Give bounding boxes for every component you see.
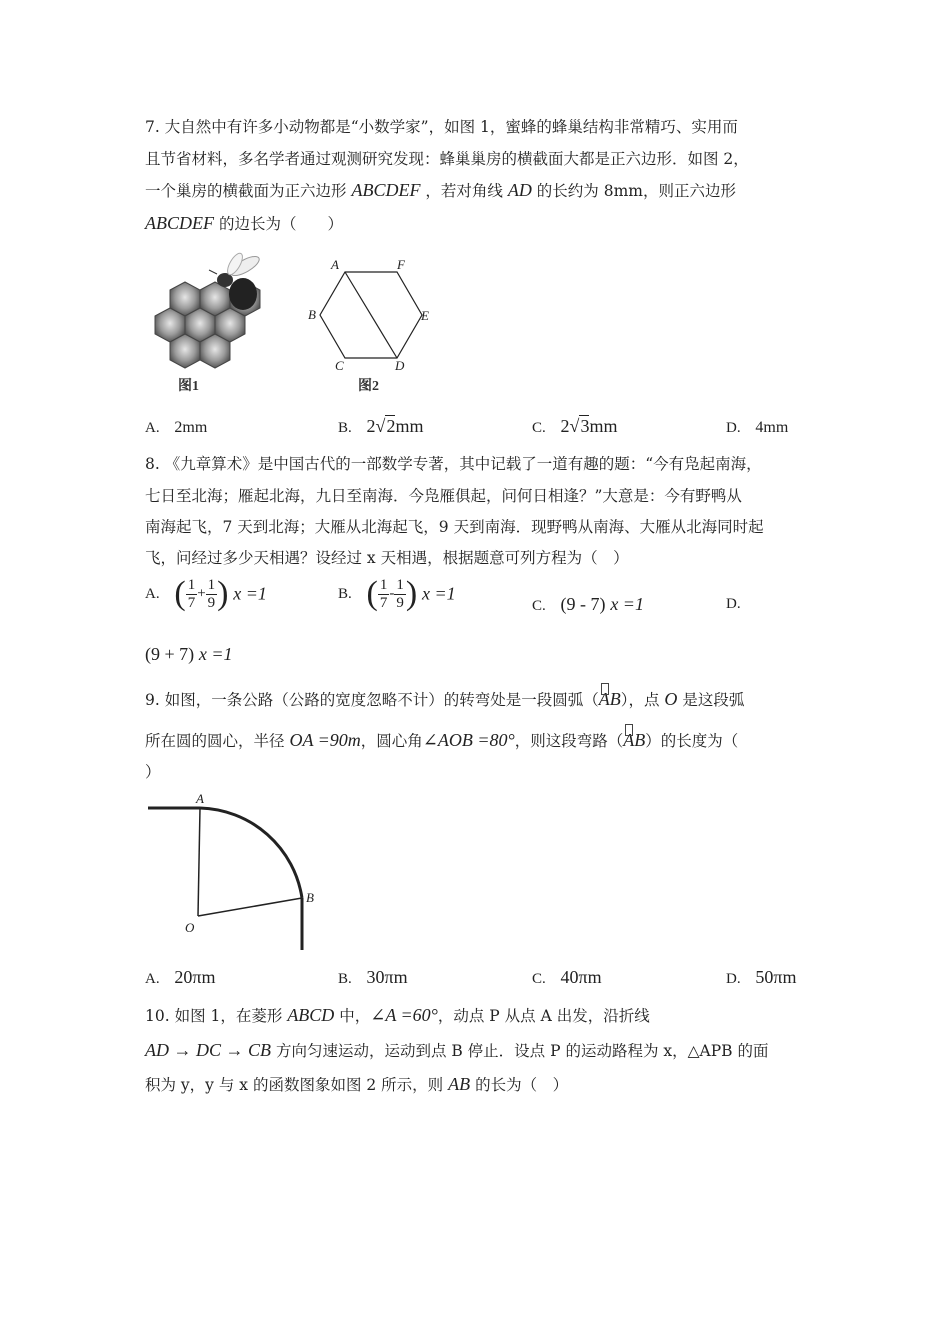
q7-line-1: 7. 大自然中有许多小动物都是“小数学家”，如图 1，蜜蜂的蜂巢结构非常精巧、实用而 [145,118,738,136]
equation-tail: x =1 [233,583,267,604]
option-value: 4mm [755,419,789,436]
hex-label-c: C [335,358,344,373]
equation-tail: x =1 [198,644,233,664]
q10-text-f: 的长为（ ） [475,1076,569,1094]
q9-text-g: ）的长度为（ [645,732,739,750]
q9-line-1 [145,689,744,710]
radius-ob [198,898,302,916]
q7-text-c: 的长约为 8mm，则正六边形 [536,182,736,200]
option-label: B. [338,586,352,602]
option-label: C. [532,420,546,436]
option-value: 2√3mm [560,416,618,436]
q10-path: AD → DC → CB [145,1040,271,1060]
option-value: 40πm [560,967,602,987]
q10-line-2 [145,1040,769,1061]
q9-option-c[interactable] [532,967,602,988]
q7-option-a[interactable] [145,418,207,437]
q7-figure-2-hexagon [300,252,440,397]
q7-figure-1-honeycomb [145,252,275,397]
option-label: C. [532,971,546,987]
q8-line-2: 七日至北海；雁起北海，九日至南海．今凫雁俱起，问何日相逢？”大意是：今有野鸭从 [145,487,742,505]
diagonal-ad [345,272,397,358]
option-value: 50πm [755,967,797,987]
q7-hex-name-2: ABCDEF [145,213,214,233]
q7-hex-name: ABCDEF [351,180,421,200]
q7-fig2-caption: 图2 [358,379,379,394]
q7-line-2: 且节省材料，多名学者通过观测研究发现：蜂巢巢房的横截面大都是正六边形．如图 2， [145,150,749,168]
q7-line-4 [145,213,343,234]
q9-figure-road [145,790,335,955]
q8-line-4: 飞，问经过多少天相遇？设经过 x 天相遇，根据题意可列方程为（ ） [145,549,629,567]
option-label: A. [145,586,160,602]
option-label: B. [338,971,352,987]
q10-line-3 [145,1074,568,1095]
hex-label-f: F [397,257,405,272]
q9-option-b[interactable] [338,967,408,988]
q7-diagonal: AD [507,180,532,200]
q10-text-c: ，动点 P 从点 A 出发，沿折线 [437,1007,650,1025]
q9-text-f: ，则这段弯路（ [514,732,624,750]
option-label: D. [726,971,741,987]
q9-text-b: ），点 [620,691,660,709]
q10-ab: AB [448,1074,471,1094]
q10-rhombus: ABCD [287,1005,335,1025]
q8-line-3: 南海起飞，7 天到北海；大雁从北海起飞，9 天到南海．现野鸭从南海、大雁从北海同时起 [145,518,764,536]
equation-tail: x =1 [421,583,456,604]
q8-line-1: 8. 《九章算术》是中国古代的一部数学专著，其中记载了一道有趣的题：“今有凫起南海， [145,455,762,473]
q7-option-b[interactable] [338,416,423,437]
fraction-1-9: $\frac{1}{9}$ [396,576,404,611]
q10-line-1 [145,1005,650,1026]
q8-option-a[interactable]: A. ( $\frac{1}{7}$ + $\frac{1}{9}$ ) x =1 [145,575,267,612]
option-value: 20πm [174,967,216,987]
q8-option-d[interactable] [726,594,751,613]
road-arc [200,808,302,898]
option-label: A. [145,420,160,436]
q9-line-2 [145,730,738,751]
option-label: D. [726,596,741,612]
equation-tail: x =1 [610,594,644,614]
q8-option-c[interactable] [532,594,644,615]
q10-angle: ∠A =60° [370,1005,438,1025]
option-expr: (9 - 7) [560,594,606,614]
q10-text-a: 10. 如图 1，在菱形 [145,1007,283,1025]
q7-text-a: 一个巢房的横截面为正六边形 [145,182,347,200]
q7-text-b: ，若对角线 [425,182,503,200]
option-label: B. [338,420,352,436]
q9-line-3: ） [145,763,161,781]
hex-label-b: B [308,307,316,322]
hex-label-a: A [331,257,339,272]
q7-option-c[interactable] [532,416,617,437]
q9-label-a: A [196,791,204,806]
q8-option-b[interactable]: B. ( $\frac{1}{7}$ - $\frac{1}{9}$ ) x =1 [338,575,456,612]
q9-label-b: B [306,890,314,905]
option-expr: (9 + 7) [145,644,195,664]
fraction-1-9: $\frac{1}{9}$ [207,576,216,611]
q8-option-d-expr [145,644,233,665]
option-label: D. [726,420,741,436]
q7-text-d: 的边长为（ ） [218,215,343,233]
hex-label-d: D [395,358,405,373]
option-label: A. [145,971,160,987]
q7-line-3 [145,180,736,201]
q9-radius: OA =90m [289,730,361,750]
q7-option-d[interactable] [726,418,788,437]
q9-text-e: ，圆心角 [360,732,423,750]
q9-label-o: O [185,920,195,935]
q9-angle: ∠AOB =80° [422,730,515,750]
option-value: 30πm [366,967,408,987]
q9-center-o: O [664,689,678,709]
option-value: 2√2mm [366,416,424,436]
q10-text-e: 积为 y，y 与 x 的函数图象如图 2 所示，则 [145,1076,444,1094]
fraction-1-7: $\frac{1}{7}$ [187,576,196,611]
hex-label-e: E [421,308,429,323]
q10-text-d: 方向匀速运动，运动到点 B 停止．设点 P 的运动路程为 x，△APB 的面 [275,1042,769,1060]
q10-text-b: 中， [339,1007,371,1025]
q9-text-a: 9. 如图，一条公路（公路的宽度忽略不计）的转弯处是一段圆弧（ [145,691,599,709]
q9-text-c: 是这段弧 [682,691,745,709]
q9-option-a[interactable] [145,967,215,988]
q7-fig1-caption: 图1 [178,379,199,394]
option-label: C. [532,598,546,614]
q9-arc-ab: AB [598,689,621,709]
q9-text-d: 所在圆的圆心，半径 [145,732,285,750]
radius-oa [198,808,200,916]
fraction-1-7: $\frac{1}{7}$ [379,576,388,611]
q9-option-d[interactable] [726,967,796,988]
q9-arc-ab-2: AB [623,730,646,750]
option-value: 2mm [174,419,208,436]
